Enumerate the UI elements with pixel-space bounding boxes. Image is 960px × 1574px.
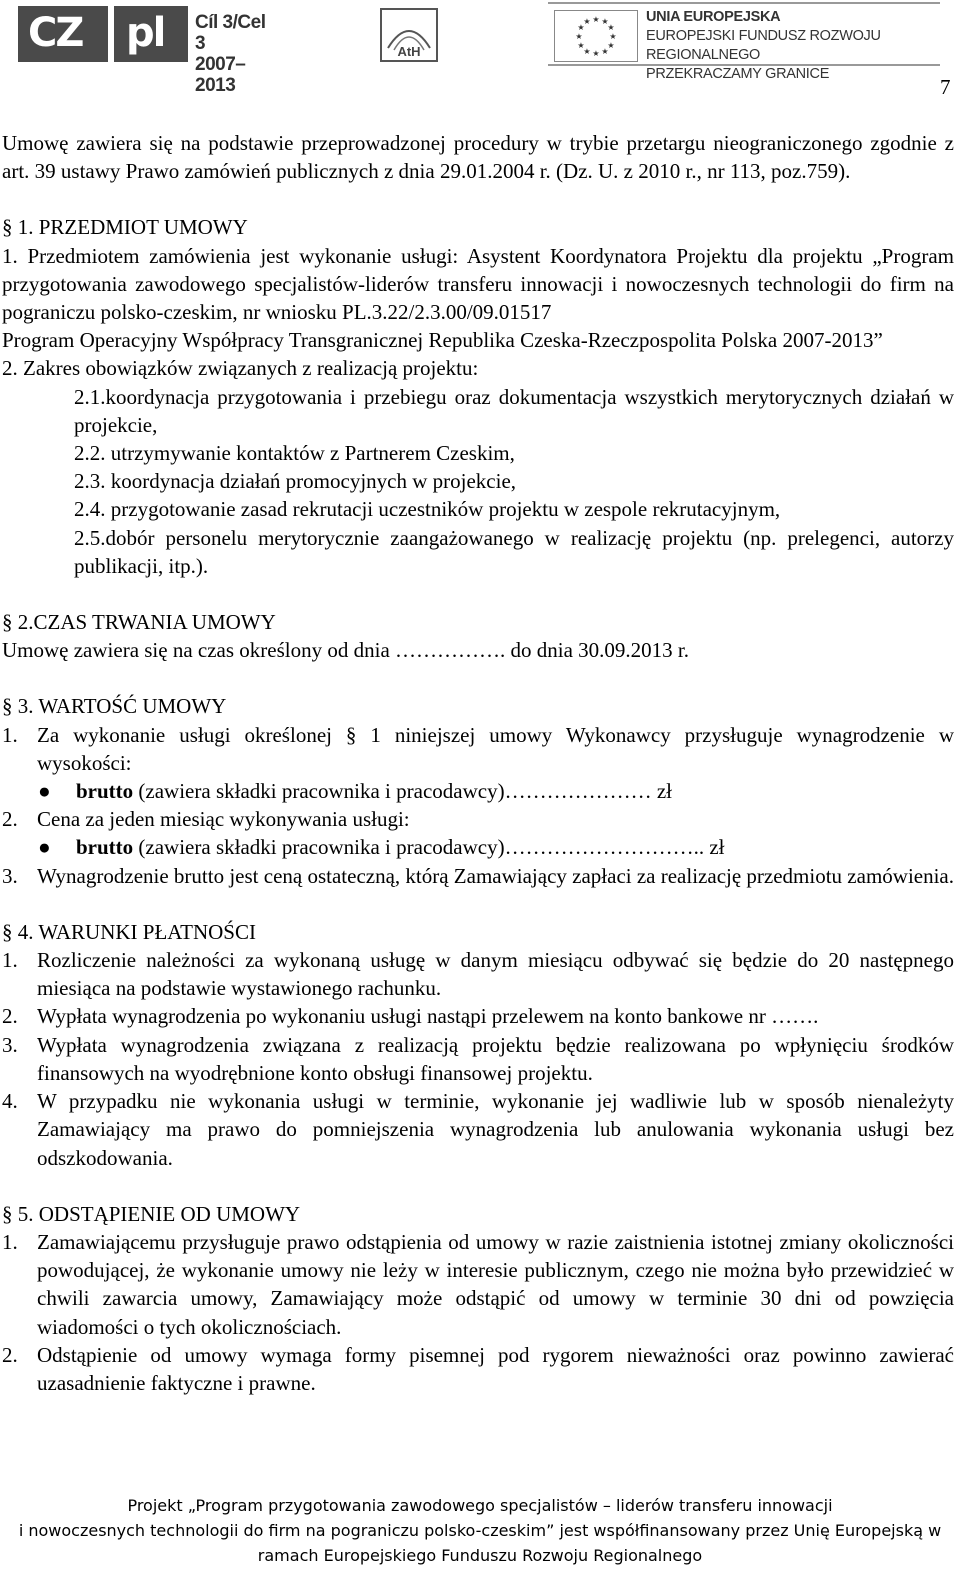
czpl-years-line: 2007–2013: [195, 54, 246, 96]
bold-label: brutto: [76, 779, 134, 804]
item-number: 2.: [2, 807, 18, 832]
item-number: 3.: [2, 863, 18, 888]
section-4-title: § 4. WARUNKI PŁATNOŚCI: [2, 919, 256, 944]
list-item: 2.1.koordynacja przygotowania i przebiegu oraz dokumentacja wszystkich merytorycznych działań w projekcie,: [74, 384, 954, 437]
cz-box: [18, 6, 108, 62]
svg-text:★: ★: [601, 47, 609, 56]
eu-line2: EUROPEJSKI FUNDUSZ ROZWOJU REGIONALNEGO: [646, 28, 881, 63]
svg-text:★: ★: [583, 47, 591, 56]
czpl-cel-line: Cíl 3/Cel 3: [195, 12, 266, 54]
list-item: [2, 946, 954, 1002]
item-text: Rozliczenie należności za wykonaną usługę w danym miesiącu odbywać się będzie do 20 następnego miesiąca na podstawie wystawionego rachunku.: [37, 948, 954, 1001]
item-text: Wypłata wynagrodzenia po wykonaniu usługi nastąpi przelewem na konto bankowe nr …….: [37, 1004, 819, 1029]
section-3-title: § 3. WARTOŚĆ UMOWY: [2, 694, 227, 719]
page-footer: [0, 1493, 960, 1568]
section-2-title: § 2.CZAS TRWANIA UMOWY: [2, 610, 276, 635]
item-rest: (zawiera składki pracownika i pracodawcy)………………… zł: [133, 779, 672, 804]
bullet-icon: ●: [38, 779, 51, 804]
item-text: W przypadku nie wykonania usługi w terminie, wykonanie jej wadliwie lub w sposób nienależyty Zamawiający ma prawo do pomniejszenia wynagrodzenia lub anulowania wykonania usługi bez odszkodowania.: [37, 1089, 954, 1170]
bullet-icon: ●: [38, 835, 51, 860]
spacer: [2, 1172, 954, 1200]
item-number: 3.: [2, 1032, 18, 1057]
eu-logo-text: [646, 8, 940, 84]
list-item: [2, 1002, 954, 1030]
list-item: [2, 1341, 954, 1397]
svg-text:★: ★: [609, 32, 617, 41]
section-1-title: § 1. PRZEDMIOT UMOWY: [2, 215, 248, 240]
czpl-logo: [18, 6, 273, 96]
svg-text:★: ★: [592, 49, 600, 58]
item-text: [76, 833, 954, 861]
item-text: Wypłata wynagrodzenia związana z realizacją projektu będzie realizowana po wpłynięciu środków finansowych na wyodrębnione konto obsługi finansowej projektu.: [37, 1032, 954, 1085]
footer-line: Projekt „Program przygotowania zawodowego specjalistów – liderów transferu innowacji: [127, 1496, 833, 1515]
item-text: Wynagrodzenie brutto jest ceną ostateczną, którą Zamawiający zapłaci za realizację przedmiotu zamówienia.: [37, 863, 955, 888]
section-1-point-1-cont: Program Operacyjny Współpracy Transgranicznej Republika Czeska-Rzeczpospolita Polska 2007-2013”: [2, 328, 883, 353]
spacer: [2, 185, 954, 213]
section-2-text: Umowę zawiera się na czas określony od dnia ……………. do dnia 30.09.2013 r.: [2, 638, 690, 663]
pl-box: [114, 6, 188, 62]
cz-text: CZ: [28, 10, 83, 56]
item-number: 2.: [2, 1342, 18, 1367]
list-item: [2, 862, 954, 890]
item-number: 1.: [2, 1229, 18, 1254]
list-item: [2, 721, 954, 777]
footer-line: ramach Europejskiego Funduszu Rozwoju Regionalnego: [257, 1546, 703, 1565]
eu-line3: PRZEKRACZAMY GRANICE: [646, 66, 830, 82]
item-number: 4.: [2, 1089, 18, 1114]
list-item: 2.2. utrzymywanie kontaktów z Partnerem Czeskim,: [74, 441, 515, 466]
item-text: Za wykonanie usługi określonej § 1 niniejszej umowy Wykonawcy przysługuje wynagrodzenie w wysokości:: [37, 722, 954, 775]
item-text: Zamawiającemu przysługuje prawo odstąpienia od umowy w razie zaistnienia istotnej zmiany okoliczności powodującej, że wykonanie umowy nie leży w interesie publicznym, czego nie można było przewidzieć w chwili zawarcia umowy, Zamawiający może odstąpić od umowy w terminie 30 dni od powzięcia wiadomości o tych okolicznościach.: [37, 1229, 954, 1339]
document-body: [2, 129, 954, 1397]
svg-text:★: ★: [575, 32, 583, 41]
section-1-point-1: 1. Przedmiotem zamówienia jest wykonanie usługi: Asystent Koordynatora Projektu dla projektu „Program przygotowania zawodowego specjalistów-liderów transferu innowacji i nowoczesnych technologii do firm na pograniczu polsko-czeskim, nr wniosku PL.3.22/2.3.00/09.01517: [2, 243, 954, 325]
list-item: [2, 1228, 954, 1341]
item-text: Odstąpienie od umowy wymaga formy pisemnej pod rygorem nieważności oraz powinno zawierać uzasadnienie faktyczne i prawne.: [37, 1342, 954, 1395]
eu-line1: UNIA EUROPEJSKA: [646, 9, 781, 25]
spacer: [2, 664, 954, 692]
svg-text:★: ★: [577, 41, 585, 50]
pl-text: pl: [126, 10, 165, 56]
ath-logo: [380, 8, 438, 62]
page-number: 7: [940, 75, 951, 99]
duties-list: [2, 383, 954, 580]
bullet-item: [2, 777, 954, 805]
svg-text:★: ★: [592, 15, 600, 24]
intro-paragraph: Umowę zawiera się na podstawie przeprowadzonej procedury w trybie przetargu nieograniczonego zgodnie z art. 39 ustawy Prawo zamówień publicznych z dnia 29.01.2004 r. (Dz. U. z 2010 r., nr 113, poz.759).: [2, 131, 954, 184]
list-item: 2.3. koordynacja działań promocyjnych w projekcie,: [74, 469, 517, 494]
svg-text:★: ★: [607, 41, 615, 50]
eu-logo: [548, 2, 940, 82]
ath-logo-text: AtH: [397, 44, 421, 59]
bullet-item: [2, 833, 954, 861]
list-item: [2, 805, 954, 833]
list-item: 2.4. przygotowanie zasad rekrutacji uczestników projektu w zespole rekrutacyjnym,: [74, 497, 781, 522]
list-item: 2.5.dobór personelu merytorycznie zaangażowanego w realizację projektu (np. prelegenci, autorzy publikacji, itp.).: [74, 525, 954, 578]
item-number: 2.: [2, 1004, 18, 1029]
item-number: 1.: [2, 722, 18, 747]
list-item: [2, 1031, 954, 1087]
czpl-cel-text: [195, 12, 273, 96]
bold-label: brutto: [76, 835, 134, 860]
section-1-point-2: 2. Zakres obowiązków związanych z realizacją projektu:: [2, 356, 479, 381]
svg-text:★: ★: [583, 17, 591, 26]
section-5-title: § 5. ODSTĄPIENIE OD UMOWY: [2, 1201, 301, 1226]
ath-logo-icon: [382, 10, 436, 60]
spacer: [2, 890, 954, 918]
list-item: [2, 1087, 954, 1172]
svg-text:★: ★: [601, 17, 609, 26]
header: [0, 0, 960, 96]
item-text: [76, 777, 954, 805]
item-text: Cena za jeden miesiąc wykonywania usługi:: [37, 807, 410, 832]
item-number: 1.: [2, 948, 18, 973]
spacer: [2, 580, 954, 608]
svg-text:★: ★: [577, 23, 585, 32]
svg-text:★: ★: [607, 23, 615, 32]
eu-flag-icon: [554, 10, 638, 62]
footer-line: i nowoczesnych technologii do firm na pograniczu polsko-czeskim” jest współfinansowany przez Unię Europejską w: [18, 1521, 942, 1540]
item-rest: (zawiera składki pracownika i pracodawcy)……………………….. zł: [133, 835, 725, 860]
